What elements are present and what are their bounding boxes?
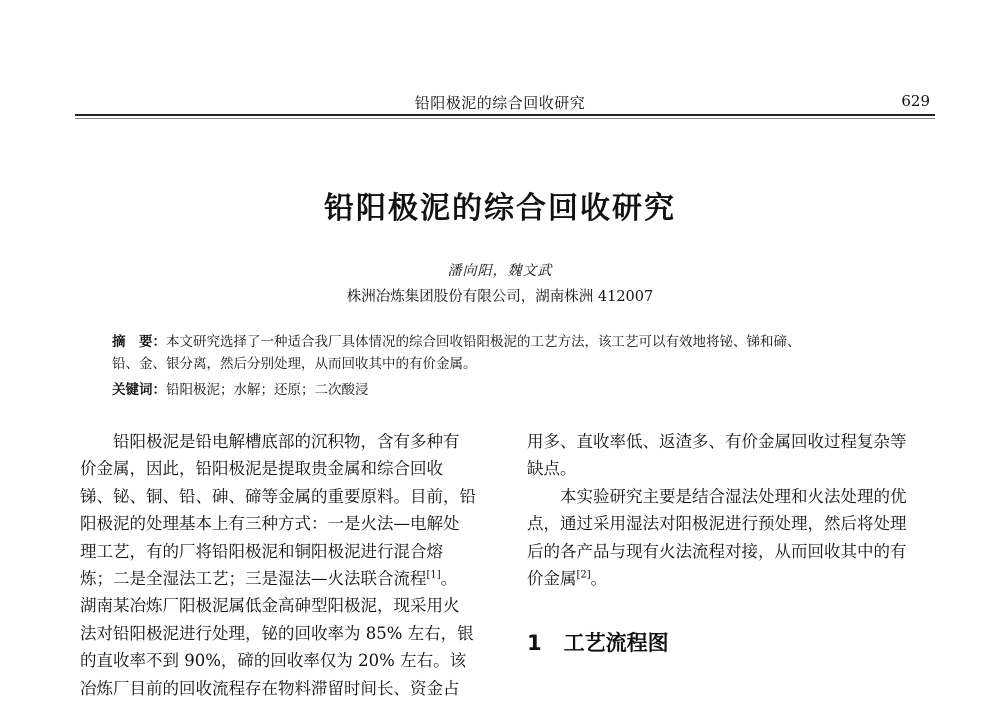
keywords <box>112 378 912 398</box>
paper-title: 铅阳极泥的综合回收研究 <box>324 191 676 226</box>
body-line <box>80 565 496 592</box>
abstract-line: 铅、金、银分离，然后分别处理，从而回收其中的有价金属。 <box>112 356 477 372</box>
section-title: 工艺流程图 <box>563 631 669 655</box>
body-line: 理工艺，有的厂将铅阳极泥和铜阳极泥进行混合熔 <box>80 541 443 561</box>
body-line: 本实验研究主要是结合湿法处理和火法处理的优 <box>527 486 907 506</box>
abstract-line: 本文研究选择了一种适合我厂具体情况的综合回收铅阳极泥的工艺方法，该工艺可以有效地将铋、锑和碲、 <box>166 334 801 350</box>
punctuation: 。 <box>440 568 458 588</box>
body-line: 点，通过采用湿法对阳极泥进行预处理，然后将处理 <box>527 514 907 534</box>
body-line-text: 价金属 <box>527 568 577 588</box>
abstract <box>112 331 912 375</box>
body-line: 铅阳极泥是铅电解槽底部的沉积物，含有多种有 <box>80 432 460 451</box>
section-heading <box>527 627 669 657</box>
body-line: 用多、直收率低、返渣多、有价金属回收过程复杂等 <box>527 432 907 451</box>
header-rule <box>75 114 935 116</box>
affiliation: 株洲冶炼集团股份有限公司，湖南株洲 412007 <box>346 289 654 305</box>
section-number: 1 <box>527 631 542 655</box>
body-line <box>527 565 937 592</box>
body-line: 的直收率不到 90%，碲的回收率仅为 20% 左右。该 <box>80 651 467 671</box>
body-line: 锑、铋、铜、铅、砷、碲等金属的重要原料。目前，铅 <box>80 486 476 506</box>
keywords-text: 铅阳极泥；水解；还原；二次酸浸 <box>166 382 369 398</box>
body-line: 后的各产品与现有火法流程对接，从而回收其中的有 <box>527 541 907 561</box>
keywords-label: 关键词： <box>112 382 166 398</box>
citation-ref: [2] <box>576 569 591 581</box>
body-line: 湖南某冶炼厂阳极泥属低金高砷型阳极泥，现采用火 <box>80 596 460 616</box>
running-title: 铅阳极泥的综合回收研究 <box>414 94 586 112</box>
body-line: 阳极泥的处理基本上有三种方式：一是火法—电解处 <box>80 514 460 534</box>
abstract-label: 摘 要： <box>112 334 166 350</box>
body-line-text: 炼；二是全湿法工艺；三是湿法—火法联合流程 <box>80 568 427 588</box>
body-line: 法对铅阳极泥进行处理，铋的回收率为 85% 左右，银 <box>80 623 474 643</box>
body-line: 冶炼厂目前的回收流程存在物料滞留时间长、资金占 <box>80 678 460 698</box>
body-line: 价金属，因此，铅阳极泥是提取贵金属和综合回收 <box>80 459 443 479</box>
punctuation: 。 <box>590 568 608 588</box>
body-line: 缺点。 <box>527 459 577 479</box>
header-rule-thin <box>75 118 935 119</box>
body-left-column <box>80 428 496 702</box>
authors: 潘向阳，魏文武 <box>447 263 553 279</box>
citation-ref: [1] <box>426 569 441 581</box>
running-head <box>0 88 1000 116</box>
page-number: 629 <box>901 92 930 110</box>
body-right-column <box>527 428 937 592</box>
